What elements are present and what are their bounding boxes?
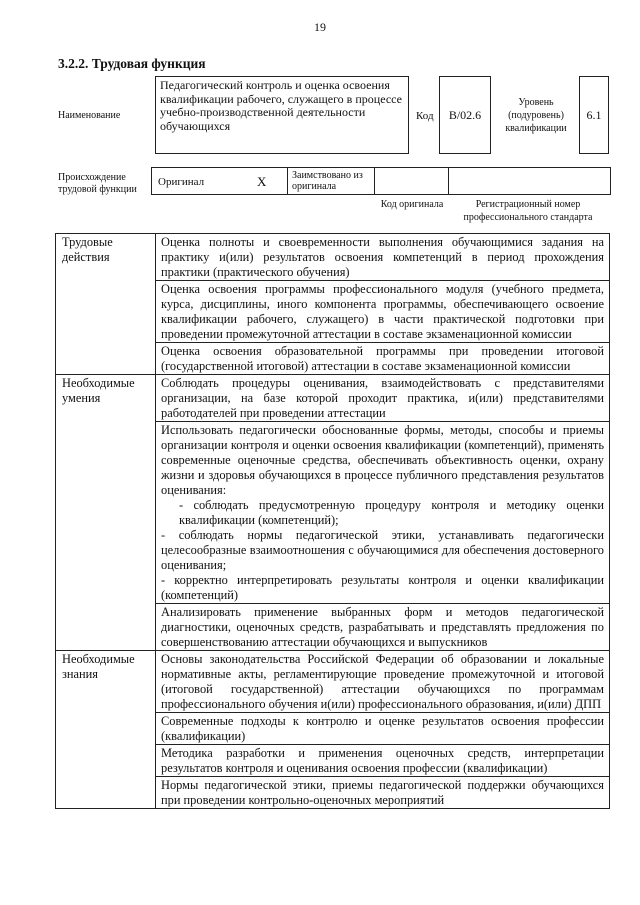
table-cell: Оценка освоения программы профессионального модуля (учебного предмета, курса, дисциплины, иного компонента программы, обеспечивающего освоение квалификации рабочего, служащего) в части практической подготовки при проведении промежуточной аттестации в составе экзаменационной комиссии [156, 281, 610, 343]
borrowed-cell [288, 168, 375, 194]
section-title: 3.2.2. Трудовая функция [58, 56, 206, 71]
table-cell: Соблюдать процедуры оценивания, взаимодействовать с представителями организации, на базе которой проходит практика, и(или) представителями работодателей при проведении аттестации [156, 375, 610, 422]
sub-item: - соблюдать предусмотренную процедуру контроля и методику оценки квалификации (компетенций); [179, 498, 604, 527]
row-header-required-knowledge: Необходимые знания [56, 651, 156, 809]
table-cell: Оценка освоения образовательной программы при проведении итоговой (государственной итоговой) аттестации в составе экзаменационной комиссии [156, 343, 610, 375]
table-cell: Методика разработки и применения оценочных средств, интерпретации результатов контроля и оценивания освоения профессии (квалификации) [156, 745, 610, 777]
code-original-cell [375, 168, 449, 194]
table-cell: Основы законодательства Российской Федерации об образовании и локальные нормативные акты, регламентирующие проведение промежуточной и итоговой (итоговой государственной) аттестации обучающихся по программам профессионального обучения и(или) профессионального образования, и(или) ДПП [156, 651, 610, 713]
borrowed-label: Заимствовано из оригинала [292, 170, 363, 192]
origin-label: Происхождение трудовой функции [58, 172, 137, 195]
table-row [56, 234, 610, 281]
labor-function-table [55, 233, 610, 809]
table-cell: Оценка полноты и своевременности выполнения обучающимися задания на практику и(или) результатов освоения компетенций в период прохождения практики (практического обучения) [156, 234, 610, 281]
original-label: Оригинал [158, 176, 205, 188]
table-row [56, 375, 610, 422]
table-cell-with-subitems [156, 422, 610, 604]
origin-table [151, 167, 611, 195]
table-cell: Нормы педагогической этики, приемы педагогической поддержки обучающихся при проведении контрольно-оценочных мероприятий [156, 777, 610, 809]
sub-item: - соблюдать нормы педагогической этики, устанавливать педагогически целесообразные взаимоотношения с обучающимися для обеспечения достоверного оценивания; [161, 528, 604, 572]
table-cell: Современные подходы к контролю и оценке результатов освоения профессии (квалификации) [156, 713, 610, 745]
sub-item: - корректно интерпретировать результаты контроля и оценки квалификации (компетенций) [161, 573, 604, 602]
cell-text: Использовать педагогически обоснованные формы, методы, способы и приемы организации контроля и оценки освоения квалификации (компетенций), применять современные оценочные средства, обеспечивать объективность оценки, охрану жизни и здоровья обучающихся в процессе публичного представления результатов оценивания: [161, 423, 604, 497]
code-original-caption: Код оригинала [380, 199, 444, 210]
code-label: Код [416, 110, 434, 122]
level-value-box [579, 76, 609, 154]
level-label: Уровень (подуровень) квалификации [505, 97, 567, 134]
page-number: 19 [314, 20, 326, 34]
code-value-box [439, 76, 491, 154]
reg-number-caption: Регистрационный номер профессионального стандарта [463, 199, 593, 223]
function-name-box [155, 76, 409, 154]
code-value: B/02.6 [448, 108, 482, 122]
level-value: 6.1 [586, 108, 602, 122]
original-cell [152, 168, 288, 194]
reg-number-cell [449, 168, 609, 194]
table-row [56, 651, 610, 713]
table-cell: Анализировать применение выбранных форм и методов педагогической диагностики, оценочных средств, разрабатывать и представлять предложения по совершенствованию аттестации обучающихся и выпускников [156, 604, 610, 651]
name-label: Наименование [58, 110, 121, 121]
function-name-value: Педагогический контроль и оценка освоения квалификации рабочего, служащего в процессе учебно-производственной деятельности обучающихся [160, 78, 402, 133]
row-header-labor-actions: Трудовые действия [56, 234, 156, 375]
original-mark: X [257, 174, 267, 189]
row-header-required-skills: Необходимые умения [56, 375, 156, 651]
